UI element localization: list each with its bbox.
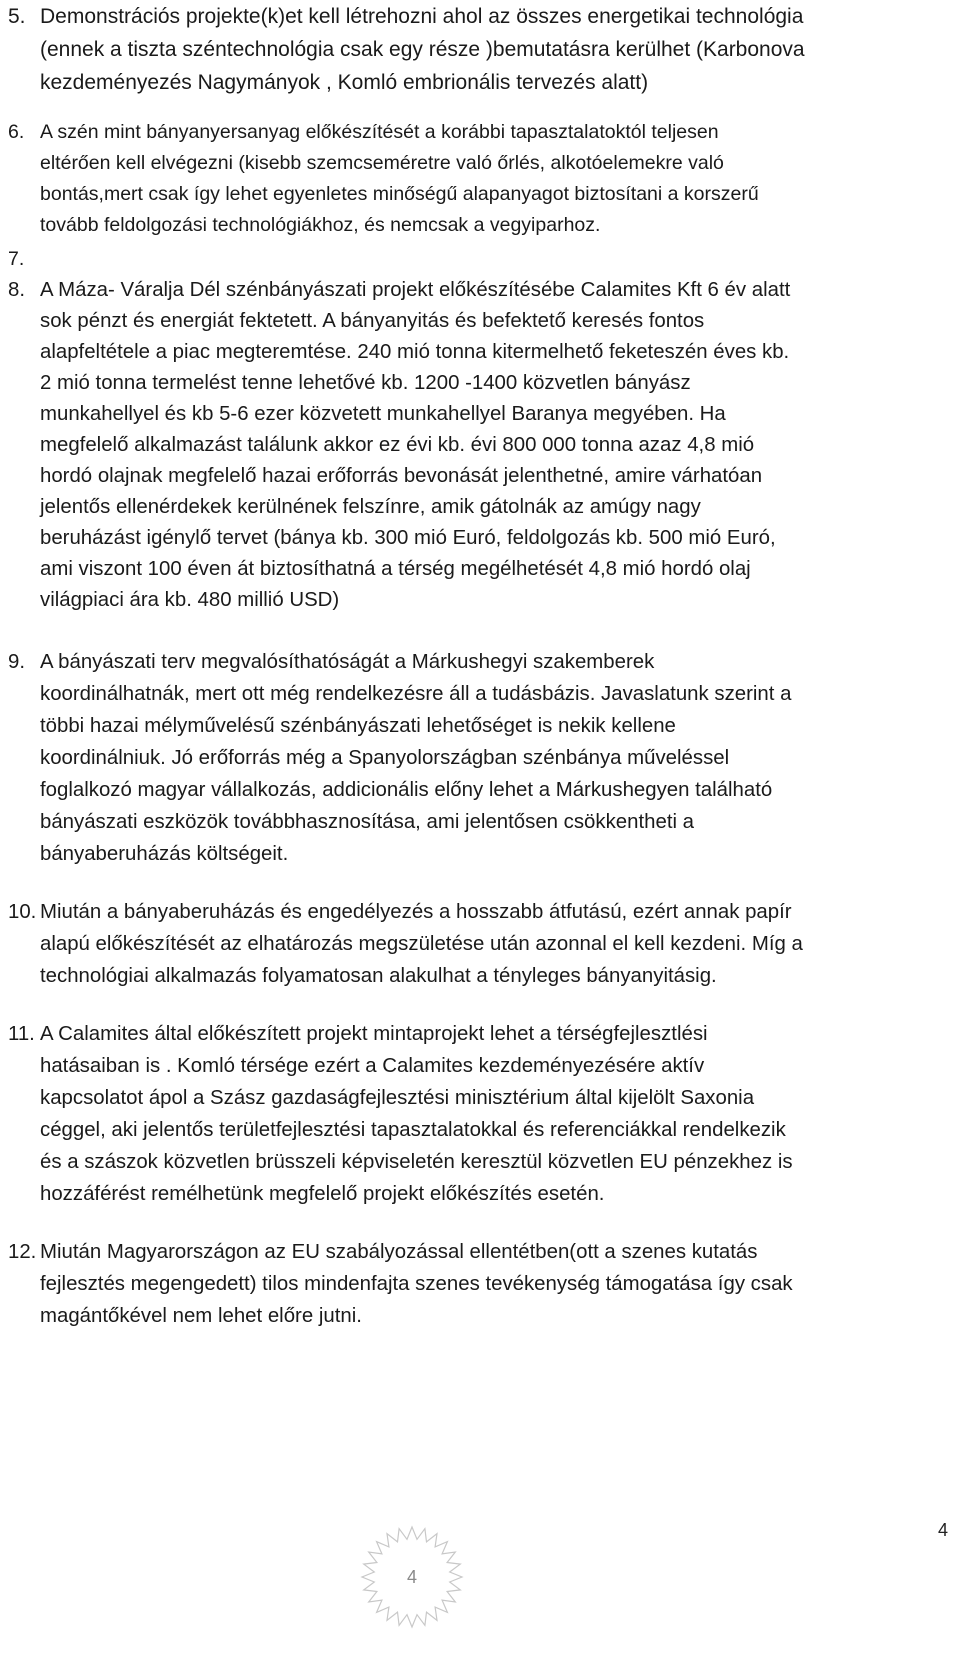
text-line: Miután Magyarországon az EU szabályozással ellentétben(ott a szenes kutatás [40, 1241, 758, 1263]
list-item-12 [8, 1236, 948, 1332]
text-line: Demonstrációs projekte(k)et kell létrehozni ahol az összes energetikai technológia [40, 5, 804, 28]
text-line: kezdeményezés Nagymányok , Komló embrionális tervezés alatt) [40, 71, 649, 94]
text-line: technológiai alkalmazás folyamatosan alakulhat a tényleges bányanyitásig. [40, 965, 717, 987]
item-number: 7. [8, 248, 25, 270]
text-line: Miután a bányaberuházás és engedélyezés a hosszabb átfutású, ezért annak papír [40, 901, 792, 923]
item-number: 10. [8, 901, 37, 923]
seal-page-number: 4 [406, 1567, 417, 1587]
text-line: és a szászok közvetlen brüsszeli képviseletén keresztül közvetlen EU pénzekhez is [40, 1151, 793, 1173]
text-line: bányaberuházás költségeit. [40, 843, 289, 865]
text-line: kapcsolatot ápol a Szász gazdaságfejlesztési minisztérium által kijelölt Saxonia [40, 1087, 755, 1109]
text-line: magántőkével nem lehet előre jutni. [40, 1305, 362, 1327]
list-item-7 [8, 244, 948, 275]
text-line: A bányászati terv megvalósíthatóságát a Márkushegyi szakemberek [40, 651, 655, 673]
text-line: hozzáférést remélhetünk megfelelő projekt előkészítés esetén. [40, 1183, 605, 1205]
item-number: 5. [8, 5, 26, 28]
text-line: hordó olajnak megfelelő hazai erőforrás bevonását jelenthetné, amire várhatóan [40, 465, 763, 487]
text-line: A Calamites által előkészített projekt mintaprojekt lehet a térségfejlesztlési [40, 1023, 708, 1045]
text-line: koordinálniuk. Jó erőforrás még a Spanyolországban szénbánya műveléssel [40, 747, 730, 769]
item-number: 8. [8, 279, 26, 301]
item-text [40, 0, 948, 99]
text-line: sok pénzt és energiát fektetett. A bányanyitás és befektető keresés fontos [40, 310, 705, 332]
page-number: 4 [938, 1520, 949, 1540]
text-line: jelentős ellenérdekek kerülnének felszínre, amik gátolnák az amúgy nagy [40, 496, 701, 518]
text-line: fejlesztés megengedett) tilos mindenfajta szenes tevékenység támogatása így csak [40, 1273, 793, 1295]
text-line: koordinálhatnák, mert ott még rendelkezésre áll a tudásbázis. Javaslatunk szerint a [40, 683, 792, 705]
item-text [40, 1236, 948, 1332]
text-line: alapfeltétele a piac megteremtése. 240 mió tonna kitermelhető feketeszén éves kb. [40, 341, 790, 363]
text-line: megfelelő alkalmazást találunk akkor ez évi kb. évi 800 000 tonna azaz 4,8 mió [40, 434, 755, 456]
page-number-seal [360, 1525, 464, 1629]
text-line: alapú előkészítését az elhatározás megszületése után azonnal el kell kezdeni. Míg a [40, 933, 803, 955]
text-line: foglalkozó magyar vállalkozás, addicionális előny lehet a Márkushegyen található [40, 779, 773, 801]
text-line: tovább feldolgozási technológiákhoz, és nemcsak a vegyiparhoz. [40, 214, 601, 236]
text-line: eltérően kell elvégezni (kisebb szemcseméretre való őrlés, alkotóelemekre való [40, 152, 724, 174]
text-line: hatásaiban is . Komló térsége ezért a Calamites kezdeményezésére aktív [40, 1055, 705, 1077]
text-line: beruházást igénylő tervet (bánya kb. 300 mió Euró, feldolgozás kb. 500 mió Euró, [40, 527, 776, 549]
list-item-6 [8, 117, 948, 241]
text-line: többi hazai mélyművelésű szénbányászati lehetőséget is nekik kellene [40, 715, 676, 737]
list-item-5 [8, 0, 948, 99]
list-item-8 [8, 275, 948, 616]
item-text [40, 646, 948, 870]
item-text [40, 896, 948, 992]
text-line: bányászati eszközök továbbhasznosítása, ami jelentősen csökkentheti a [40, 811, 695, 833]
item-text [40, 117, 948, 241]
text-line: munkahellyel és kb 5-6 ezer közvetett munkahellyel Baranya megyében. Ha [40, 403, 726, 425]
text-line: 2 mió tonna termelést tenne lehetővé kb. 1200 -1400 közvetlen bányász [40, 372, 691, 394]
item-text [40, 1018, 948, 1210]
text-line: céggel, aki jelentős területfejlesztési tapasztalatokkal és referenciákkal rendelkezik [40, 1119, 786, 1141]
list-item-11 [8, 1018, 948, 1210]
item-number: 12. [8, 1241, 37, 1263]
list-item-9 [8, 646, 948, 870]
item-number: 6. [8, 121, 25, 143]
text-line: ami viszont 100 éven át biztosíthatná a térség megélhetését 4,8 mió hordó olaj [40, 558, 751, 580]
text-line: világpiaci ára kb. 480 millió USD) [40, 589, 340, 611]
item-number: 9. [8, 651, 26, 673]
text-line: (ennek a tiszta széntechnológia csak egy része )bemutatásra kerülhet (Karbonova [40, 38, 805, 61]
item-text [40, 275, 948, 616]
text-line: A szén mint bányanyersanyag előkészítését a korábbi tapasztalatoktól teljesen [40, 121, 719, 143]
text-line: bontás,mert csak így lehet egyenletes minőségű alapanyagot biztosítani a korszerű [40, 183, 759, 205]
item-number: 11. [8, 1023, 35, 1045]
list-item-10 [8, 896, 948, 992]
text-line: A Máza- Váralja Dél szénbányászati projekt előkészítésébe Calamites Kft 6 év alatt [40, 279, 791, 301]
